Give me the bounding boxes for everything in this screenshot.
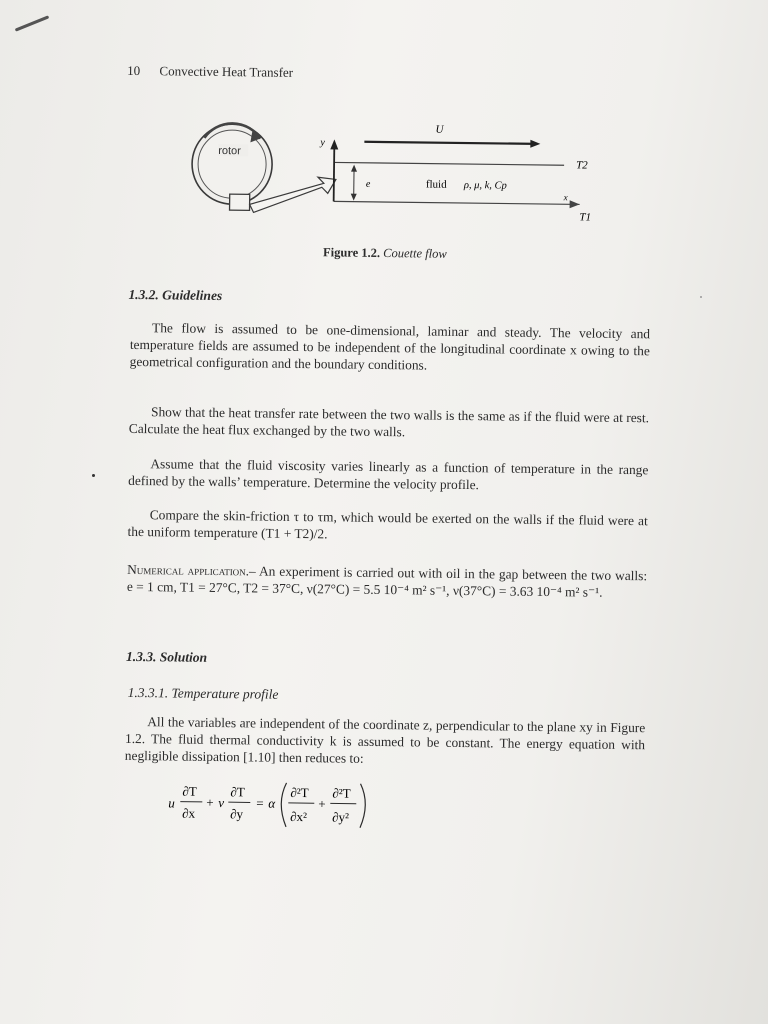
heading-solution: 1.3.3. Solution xyxy=(125,648,208,665)
eq-d2T-2: ∂²T xyxy=(332,785,351,801)
fluid-label: fluid xyxy=(425,178,447,191)
gap-arrow-top xyxy=(351,165,357,172)
eq-dT-1: ∂T xyxy=(182,783,197,799)
paragraph-numerical-application xyxy=(127,561,647,601)
velocity-arrow-shaft xyxy=(364,142,536,144)
velocity-label: U xyxy=(435,123,444,136)
eq-dT-2: ∂T xyxy=(230,784,245,800)
eq-dy-1: ∂y xyxy=(230,806,244,822)
heading-temperature-profile: 1.3.3.1. Temperature profile xyxy=(127,684,279,702)
eq-d2T-1: ∂²T xyxy=(290,784,309,801)
heading-guidelines: 1.3.2. Guidelines xyxy=(128,286,223,304)
gap-sample-box xyxy=(230,194,250,210)
bottom-wall xyxy=(334,201,580,204)
velocity-arrowhead xyxy=(530,140,540,148)
fluid-properties-label: ρ, μ, k, Cp xyxy=(463,180,507,192)
eq-plus-1: + xyxy=(206,794,214,810)
running-title: Convective Heat Transfer xyxy=(159,63,294,80)
x-axis-label: x xyxy=(563,192,568,203)
eq-dy2: ∂y² xyxy=(332,809,350,825)
couette-flow-figure xyxy=(183,116,604,233)
gap-label: e xyxy=(365,178,371,190)
y-axis-label: y xyxy=(320,137,325,149)
top-temperature-label: T2 xyxy=(576,159,588,172)
eq-dx-1: ∂x xyxy=(182,805,196,821)
top-wall xyxy=(334,162,564,165)
energy-equation xyxy=(168,773,409,836)
eq-u: u xyxy=(168,795,175,811)
running-header xyxy=(127,63,293,81)
paragraph-flow-assumptions: The flow is assumed to be one-dimensional, laminar and steady. The velocity and temperature fields are assumed to be independent of the longitudinal coordinate x owing to the geometrical configuration and the boundary conditions. xyxy=(129,320,651,373)
eq-plus-2: + xyxy=(318,796,326,812)
bottom-temperature-label: T1 xyxy=(579,211,592,224)
paragraph-skin-friction: Compare the skin-friction τ to τm, which would be exerted on the walls if the fluid were at the uniform temperature (T1 + T2)/2. xyxy=(127,507,648,542)
eq-v: v xyxy=(218,795,225,811)
eq-equals: = xyxy=(256,795,264,811)
caption-label: Figure 1.2. xyxy=(322,245,381,260)
caption-text: Couette flow xyxy=(383,246,447,261)
y-axis xyxy=(334,143,335,201)
rotor-label: rotor xyxy=(218,144,241,158)
gap-arrow-bottom xyxy=(351,194,357,201)
eq-left-paren xyxy=(281,783,287,827)
paragraph-viscosity: Assume that the fluid viscosity varies linearly as a function of temperature in the range defined by the walls’ temperature. Determine the velocity profile. xyxy=(128,456,649,493)
x-axis-arrowhead xyxy=(570,200,580,208)
paragraph-energy-equation: All the variables are independent of the coordinate z, perpendicular to the plane xy in Figure 1.2. The fluid thermal conductivity k is assumed to be constant. The energy equation with negligible dissipation [1.10] then reduces to: xyxy=(124,714,646,766)
eq-alpha: α xyxy=(268,795,276,811)
paragraph-heat-transfer: Show that the heat transfer rate between the two walls is the same as if the fluid were at rest. Calculate the heat flux exchanged by the two walls. xyxy=(128,404,650,440)
numerical-label: Numerical application.– xyxy=(127,561,256,579)
page-number: 10 xyxy=(127,62,141,79)
figure-caption xyxy=(323,245,447,262)
eq-dx2: ∂x² xyxy=(290,808,308,825)
eq-right-paren xyxy=(360,784,366,828)
numerical-text: An experiment is carried out with oil in the gap between the two walls: e = 1 cm, T1 = 27°C, T2 = 37°C, ν(27°C) = 5.5 10⁻⁴ m² s⁻¹, ν(37°C) = 3.63 10⁻⁴ m² s⁻¹. xyxy=(126,563,648,600)
y-axis-arrowhead xyxy=(330,139,338,149)
